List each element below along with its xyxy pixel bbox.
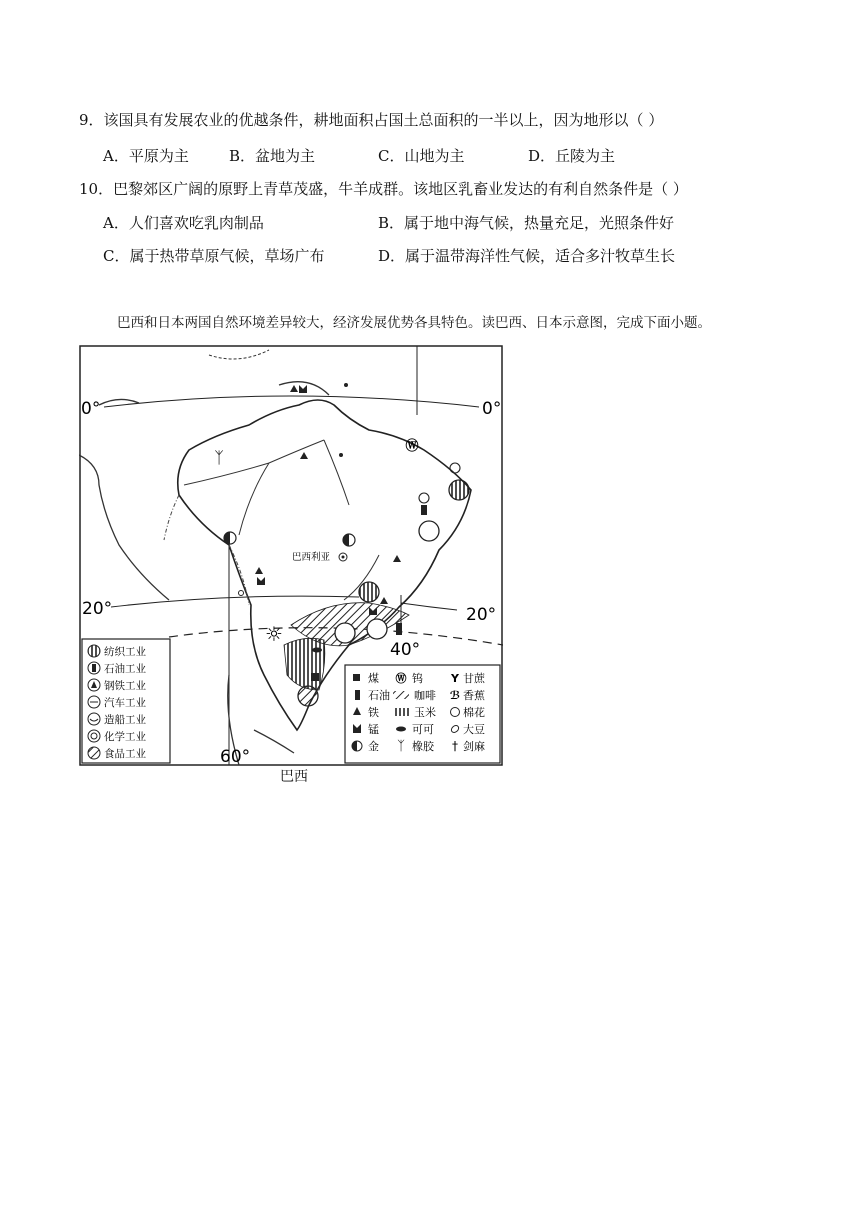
svg-text:Ⓦ: Ⓦ [405,439,419,454]
lon-label-60: 60° [220,747,251,766]
lat-label-20-right: 20° [466,605,497,625]
legend-cotton: 棉花 [463,706,485,719]
lat-label-0-right: 0° [482,399,502,419]
lat-label-20-left: 20° [82,599,113,619]
legend-tungsten: 钨 [412,672,423,685]
svg-text:ᛉ: ᛉ [214,448,224,467]
capital-label: 巴西利亚 [292,552,331,563]
q9-option-a[interactable]: A．平原为主 [103,147,189,165]
industry-legend [82,639,170,763]
svg-text:Ⓦ: Ⓦ [395,672,407,685]
passage-intro: 巴西和日本两国自然环境差异较大，经济发展优势各具特色。读巴西、日本示意图，完成下面小题。 [117,315,711,331]
question-10-stem: 10．巴黎郊区广阔的原野上青草茂盛，牛羊成群。该地区乳畜业发达的有利自然条件是（ ） [79,180,688,198]
svg-text:†: † [452,739,458,753]
svg-text:Y: Y [451,672,459,685]
lat-label-0-left: 0° [81,399,101,419]
legend-shipbuilding: 造船工业 [104,714,146,726]
map-caption: 巴西 [280,769,308,785]
legend-corn: 玉米 [414,706,436,719]
svg-text:ᛉ: ᛉ [397,739,405,754]
legend-rubber: 橡胶 [412,740,434,753]
legend-petroleum: 石油工业 [104,663,146,675]
lon-label-40: 40° [390,640,421,660]
legend-coffee: 咖啡 [414,689,436,702]
resource-legend [345,665,500,763]
svg-text:☼: ☼ [265,622,283,646]
legend-banana: 香蕉 [463,689,485,702]
legend-steel: 钢铁工业 [104,680,146,692]
q9-option-b[interactable]: B．盆地为主 [229,147,316,165]
legend-sisal: 剑麻 [463,740,485,753]
q9-option-c[interactable]: C．山地为主 [378,147,465,165]
q10-option-c[interactable]: C．属于热带草原气候，草场广布 [103,247,325,265]
brazil-map [79,345,503,766]
legend-oil: 石油 [368,689,390,702]
legend-iron: 铁 [368,706,379,719]
legend-textile: 纺织工业 [104,646,146,658]
q10-option-b[interactable]: B．属于地中海气候，热量充足，光照条件好 [378,214,675,232]
legend-manganese: 锰 [368,723,379,736]
legend-gold: 金 [368,740,379,753]
svg-text:ℬ: ℬ [449,689,461,702]
legend-food: 食品工业 [104,748,146,760]
q10-option-d[interactable]: D．属于温带海洋性气候，适合多汁牧草生长 [378,247,676,265]
legend-cocoa: 可可 [412,723,434,736]
q10-option-a[interactable]: A．人们喜欢吃乳肉制品 [103,214,264,232]
legend-chemical: 化学工业 [104,731,146,743]
legend-soybean: 大豆 [463,723,485,736]
legend-auto: 汽车工业 [104,697,146,709]
legend-coal: 煤 [368,672,379,685]
question-9-stem: 9．该国具有发展农业的优越条件，耕地面积占国土总面积的一半以上，因为地形以（ ） [79,111,664,129]
q9-option-d[interactable]: D．丘陵为主 [528,147,616,165]
legend-sugarcane: 甘蔗 [463,672,485,685]
